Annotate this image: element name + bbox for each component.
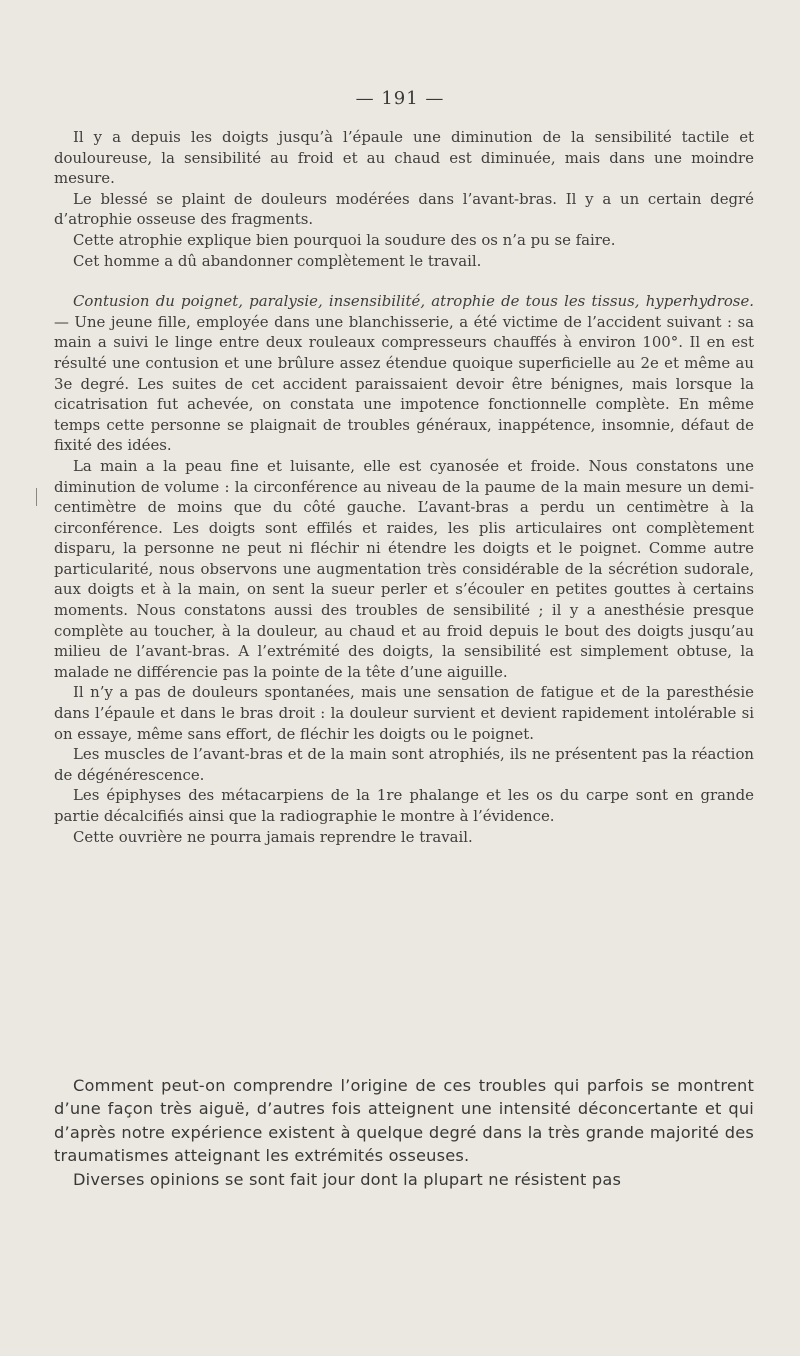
paragraph: Les muscles de l’avant-bras et de la main sont atrophiés, ils ne présentent pas la réaction de dégénérescence. [54,745,754,784]
body-text-block [54,127,754,847]
margin-mark [36,488,37,506]
paragraph: Cette ouvrière ne pourra jamais reprendre le travail. [73,827,473,846]
page-number: — 191 — [355,88,445,109]
paragraph: Le blessé se plaint de douleurs modérées dans l’avant-bras. Il y a un certain degré d’atrophie osseuse des fragments. [54,189,754,229]
paragraph: Cet homme a dû abandonner complètement le travail. [73,251,482,270]
paragraph: Cette atrophie explique bien pourquoi la soudure des os n’a pu se faire. [73,230,616,249]
large-paragraph: Diverses opinions se sont fait jour dont la plupart ne résistent pas [73,1169,622,1189]
case-text: — Une jeune fille, employée dans une blanchisserie, a été victime de l’accident suivant : sa main a suivi le linge entre deux rouleaux compresseurs chauffés à environ 100°. Il en est résulté une contusion et une brûlure assez étendue quoique superficielle au 2e et même au 3e degré. Les suites de cet accident paraissaient devoir être bénignes, mais lorsque la cicatrisation fut achevée, on constata une impotence fonctionnelle complète. En même temps cette personne se plaignait de troubles généraux, inappétence, insomnie, défaut de fixité des idées. [54,312,754,455]
paragraph: Il n’y a pas de douleurs spontanées, mais une sensation de fatigue et de la paresthésie dans l’épaule et dans le bras droit : la douleur survient et devient rapidement intolérable si on essaye, même sans effort, de fléchir les doigts ou le poignet. [54,683,754,743]
case-paragraph [54,291,754,456]
case-heading: Contusion du poignet, paralysie, insensibilité, atrophie de tous les tissus, hyperhydrose. [73,292,754,311]
paragraph: Il y a depuis les doigts jusqu’à l’épaule une diminution de la sensibilité tactile et douloureuse, la sensibilité au froid et au chaud est diminuée, mais dans une moindre mesure. [54,128,754,188]
large-paragraph: Comment peut-on comprendre l’origine de ces troubles qui parfois se montrent d’une façon très aiguë, d’autres fois atteignent une intensité déconcertante et qui d’après notre expérience existent à quelque degré dans la très grande majorité des traumatismes atteignant les extrémités osseuses. [54,1076,754,1166]
paragraph: La main a la peau fine et luisante, elle est cyanosée et froide. Nous constatons une diminution de volume : la circonférence au niveau de la paume de la main mesure un demi-centimètre de moins que du côté gauche. L’avant-bras a perdu un centimètre à la circonférence. Les doigts sont effilés et raides, les plis articulaires ont complètement disparu, la personne ne peut ni fléchir ni étendre les doigts et le poignet. Comme autre particularité, nous observons une augmentation très considérable de la sécrétion sudorale, aux doigts et à la main, on sent la sueur perler et s’écouler en petites gouttes à certains moments. Nous constatons aussi des troubles de sensibilité ; il y a anesthésie presque complète au toucher, à la douleur, au chaud et au froid depuis le bout des doigts jusqu’au milieu de l’avant-bras. A l’extrémité des doigts, la sensibilité est simplement obtuse, la malade ne différencie pas la pointe de la tête d’une aiguille. [54,456,754,681]
paragraph: Les épiphyses des métacarpiens de la 1re phalange et les os du carpe sont en grande partie décalcifiés ainsi que la radiographie le montre à l’évidence. [54,786,754,825]
large-text-block [54,1074,754,1191]
